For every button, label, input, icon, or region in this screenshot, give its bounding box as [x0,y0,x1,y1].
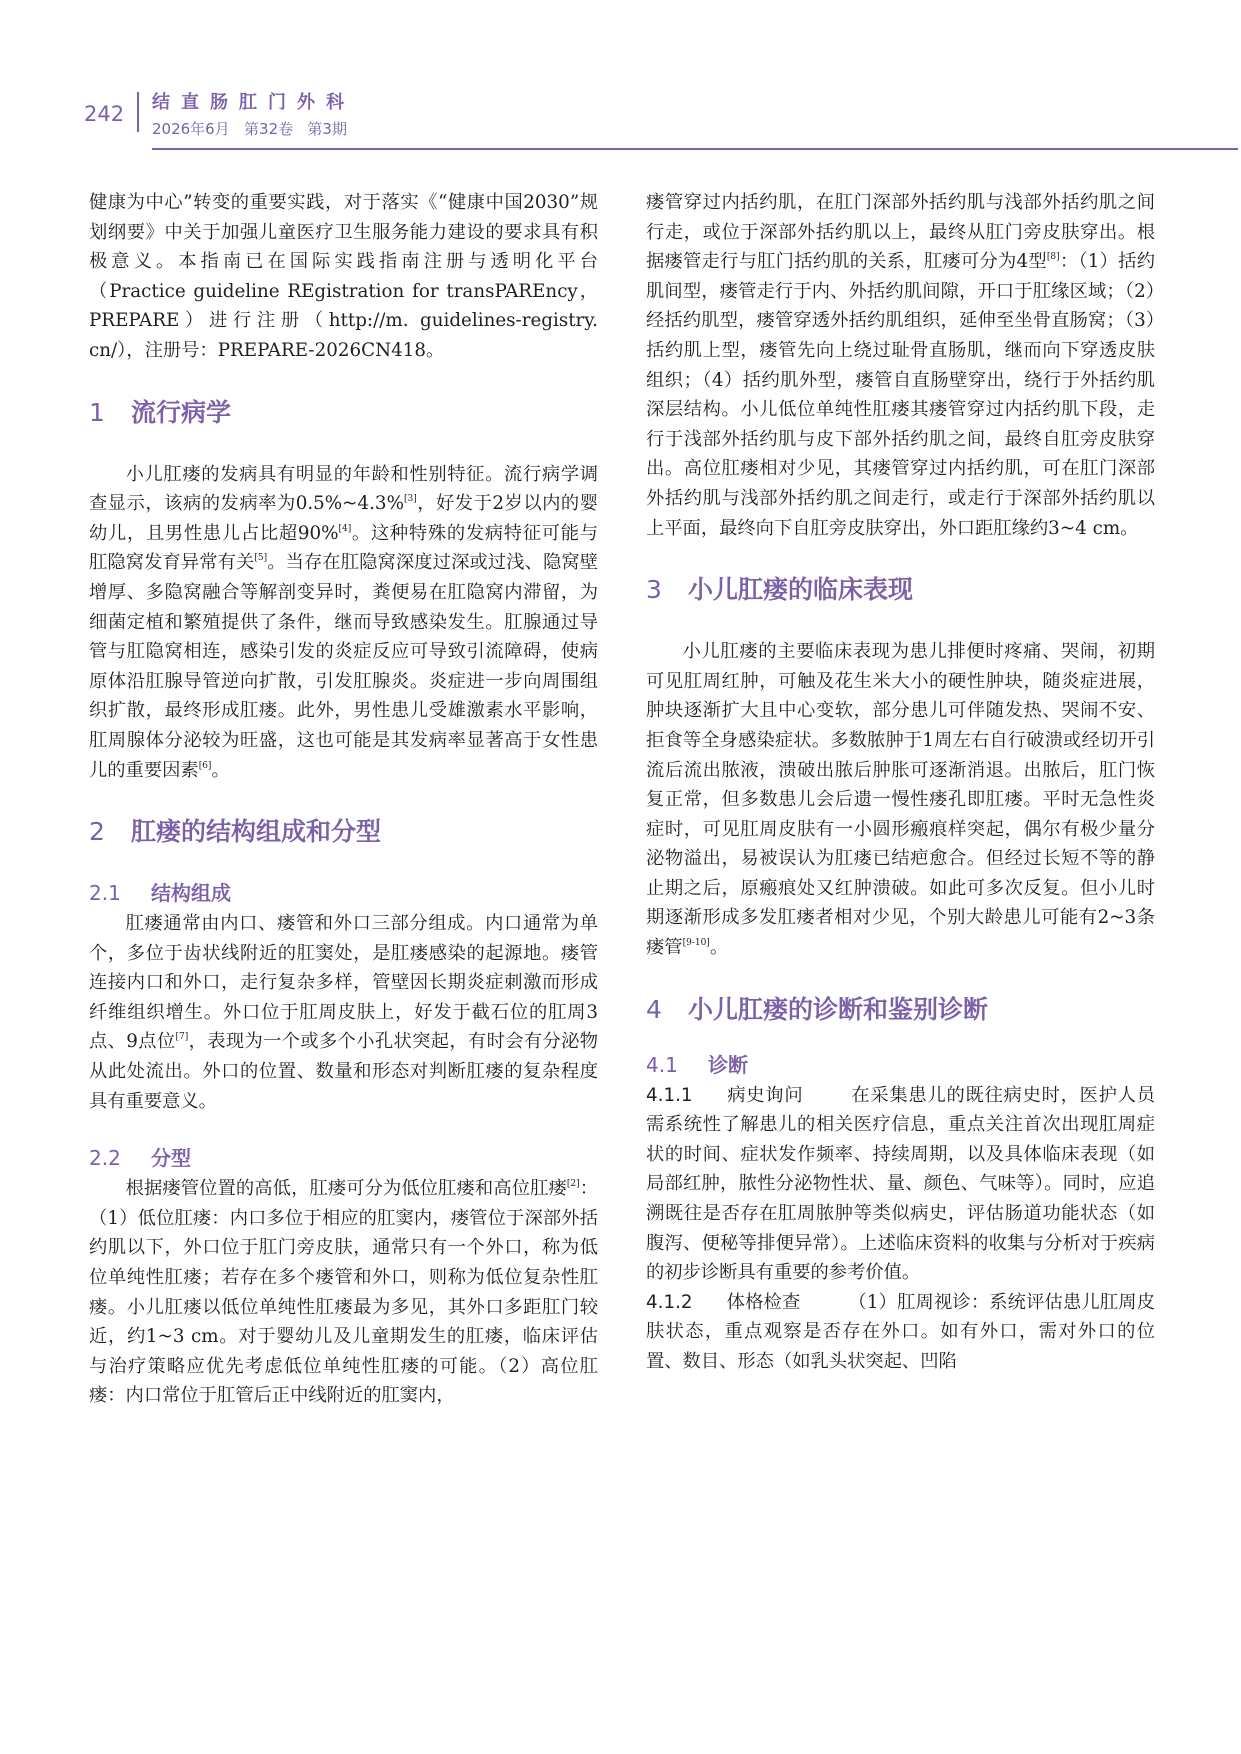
text-run: 小儿肛瘘的主要临床表现为患儿排便时疼痛、哭闹，初期可见肛周红肿，可触及花生米大小的硬性肿块，随炎症进展，肿块逐渐扩大且中心变软，部分患儿可伴随发热、哭闹不安、拒食等全身感染症状。多数脓肿于1周左右自行破溃或经切开引流后流出脓液，溃破出脓后肿胀可逐渐消退。出脓后，肛门恢复正常，但多数患儿会后遗一慢性瘘孔即肛瘘。平时无急性炎症时，可见肛周皮肤有一小圆形瘢痕样突起，偶尔有极少量分泌物溢出，易被误认为肛瘘已结疤愈合。但经过长短不等的静止期之后，原瘢痕处又红肿溃破。如此可多次反复。但小儿时期逐渐形成多发肛瘘者相对少见，个别大龄患儿可能有2~3条瘘管 [646,641,1155,959]
text-run: 肛瘘通常由内口、瘘管和外口三部分组成。内口通常为单个，多位于齿状线附近的肛窦处，是肛瘘感染的起源地。瘘管连接内口和外口，走行复杂多样，管壁因长期炎症刺激而形成纤维组织增生。外口位于肛周皮肤上，好发于截石位的肛周3点、9点位 [89,913,598,1053]
subsection-title: 诊断 [708,1052,748,1077]
section-title: 小儿肛瘘的临床表现 [688,575,914,605]
right-column [646,188,1155,1377]
page-header [80,80,1160,150]
item-title: 体格检查 [726,1291,801,1313]
subsection-4-1-heading [646,1051,1155,1079]
text-run: 。 [211,759,230,781]
subsection-number: 2.2 [89,1146,121,1171]
text-run: （1）肛周视诊：系统评估患儿肛周皮肤状态，重点观察是否存在外口。如有外口，需对外口的位置、数目、形态（如乳头状突起、凹陷 [646,1291,1156,1372]
citation: [6] [198,760,212,771]
section-number: 4 [646,994,662,1024]
epidemiology-paragraph [89,460,598,786]
subsection-number: 2.1 [89,881,121,906]
text-run: 瘘管穿过内括约肌，在肛门深部外括约肌与浅部外括约肌之间行走，或位于深部外括约肌以上，最终从肛门旁皮肤穿出。根据瘘管走行与肛门括约肌的关系，肛瘘可分为4型 [646,192,1155,273]
section-number: 2 [89,817,105,847]
section-title: 肛瘘的结构组成和分型 [131,817,382,847]
page-number: 242 [84,102,125,126]
citation: [7] [175,1032,189,1043]
history-paragraph [646,1081,1155,1288]
text-run: 根据瘘管位置的高低，肛瘘可分为低位肛瘘和高位肛瘘 [125,1178,567,1200]
citation: [5] [254,553,268,564]
intro-continued-paragraph: 健康为中心”转变的重要实践，对于落实《“健康中国2030”规划纲要》中关于加强儿童医疗卫生服务能力建设的要求具有积极意义。本指南已在国际实践指南注册与透明化平台（Practice guideline REgistration for transPAREncy，PREPARE）进行注册（http://m. guidelines-registry. cn/），注册号：PREPARE-2026CN418。 [89,192,598,361]
text-run: ，好发于2岁以内的婴幼儿，且男性患儿占比超90% [89,493,598,544]
citation: [9-10] [682,938,710,949]
journal-title: 结直肠肛门外科 [152,92,355,113]
structure-paragraph [89,909,598,1116]
citation: [2] [566,1179,580,1190]
issue-info: 2026年6月 第32卷 第3期 [152,120,347,138]
section-2-heading [89,815,598,849]
citation: [8] [1046,252,1060,263]
text-run: 在采集患儿的既往病史时，医护人员需系统性了解患儿的相关医疗信息，重点关注首次出现肛周症状的时间、症状发作频率、持续周期，以及具体临床表现（如局部红肿，脓性分泌物性状、量、颜色、气味等）。同时，应追溯既往是否存在肛周脓肿等类似病史，评估肠道功能状态（如腹泻、便秘等排便异常）。上述临床资料的收集与分析对于疾病的初步诊断具有重要的参考价值。 [646,1084,1156,1284]
subsection-number: 4.1 [646,1052,678,1077]
subsection-2-2-heading [89,1144,598,1172]
section-title: 流行病学 [131,397,232,427]
classification-continued-paragraph [646,188,1155,543]
left-column [89,188,598,1411]
citation: [3] [403,494,417,505]
header-rule [152,148,1238,150]
clinical-paragraph [646,637,1155,963]
section-number: 3 [646,575,662,605]
exam-paragraph [646,1288,1155,1377]
citation: [4] [338,523,352,534]
text-run: 。这种特殊的发病特征可能与肛隐窝发育异常有关 [89,522,599,574]
subsection-title: 分型 [151,1146,191,1171]
text-run: ，表现为一个或多个小孔状突起，有时会有分泌物从此处流出。外口的位置、数量和形态对判断肛瘘的复杂程度具有重要意义。 [89,1031,598,1112]
section-1-heading [89,396,598,430]
text-run: ：（1）括约肌间型，瘘管走行于内、外括约肌间隙，开口于肛缘区域；（2）经括约肌型，瘘管穿透外括约肌组织，延伸至坐骨直肠窝；（3）括约肌上型，瘘管先向上绕过耻骨直肠肌，继而向下穿透皮肤组织；（4）括约肌外型，瘘管自直肠壁穿出，绕行于外括约肌深层结构。小儿低位单纯性肛瘘其瘘管穿过内括约肌下段，走行于浅部外括约肌与皮下部外括约肌之间，最终自肛旁皮肤穿出。高位肛瘘相对少见，其瘘管穿过内括约肌，可在肛门深部外括约肌与浅部外括约肌之间走行，或走行于深部外括约肌以上平面，最终向下自肛旁皮肤穿出，外口距肛缘约3~4 cm。 [646,251,1155,539]
item-number: 4.1.2 [646,1291,693,1313]
text-run: ：（1）低位肛瘘：内口多位于相应的肛窦内，瘘管位于深部外括约肌以下，外口位于肛门旁皮肤，通常只有一个外口，称为低位单纯性肛瘘；若存在多个瘘管和外口，则称为低位复杂性肛瘘。小儿肛瘘以低位单纯性肛瘘最为多见，其外口多距肛门较近，约1~3 cm。对于婴幼儿及儿童期发生的肛瘘，临床评估与治疗策略应优先考虑低位单纯性肛瘘的可能。（2）高位肛瘘：内口常位于肛管后正中线附近的肛窦内， [89,1178,599,1407]
section-number: 1 [89,397,105,427]
section-4-heading [646,993,1155,1027]
text-run: 。 [709,937,729,959]
header-divider [137,92,139,132]
section-3-heading [646,573,1155,607]
section-title: 小儿肛瘘的诊断和鉴别诊断 [688,994,989,1024]
text-run: 小儿肛瘘的发病具有明显的年龄和性别特征。流行病学调查显示，该病的发病率为0.5%~4.3% [89,463,598,515]
subsection-title: 结构组成 [151,881,231,906]
item-title: 病史询问 [726,1084,804,1106]
classification-paragraph [89,1174,598,1411]
item-number: 4.1.1 [646,1084,693,1106]
text-run: 。当存在肛隐窝深度过深或过浅、隐窝壁增厚、多隐窝融合等解剖变异时，粪便易在肛隐窝内滞留，为细菌定植和繁殖提供了条件，继而导致感染发生。肛腺通过导管与肛隐窝相连，感染引发的炎症反应可导致引流障碍，使病原体沿肛腺导管逆向扩散，引发肛腺炎。炎症进一步向周围组织扩散，最终形成肛瘘。此外，男性患儿受雄激素水平影响，肛周腺体分泌较为旺盛，这也可能是其发病率显著高于女性患儿的重要因素 [89,552,599,781]
subsection-2-1-heading [89,879,598,907]
